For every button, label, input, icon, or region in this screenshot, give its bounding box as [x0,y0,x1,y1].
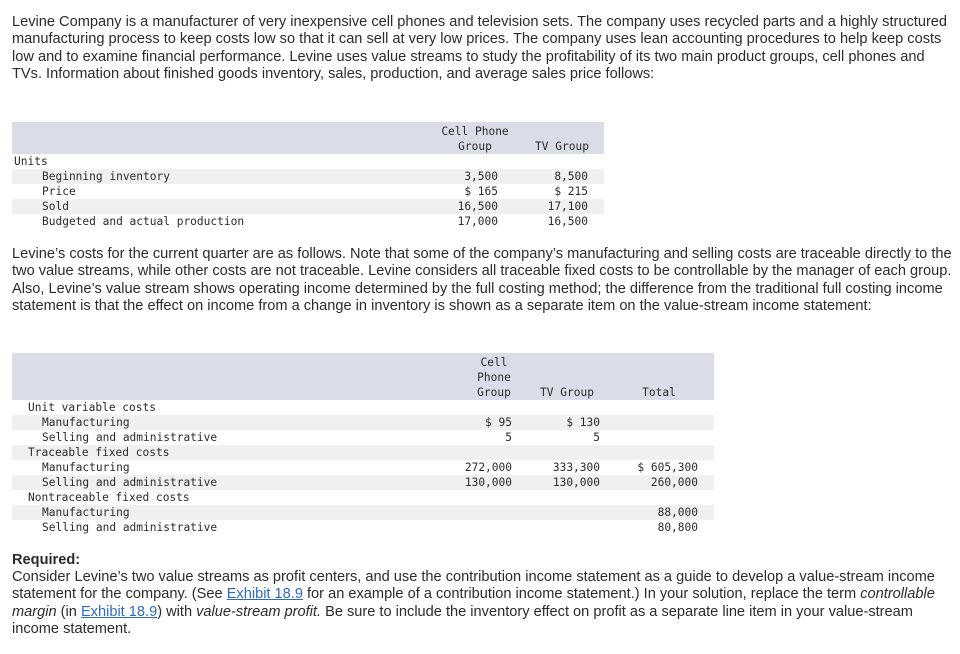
tv-value: 5 [593,431,600,444]
row-label: Manufacturing [42,461,130,474]
tv-value: $ 215 [554,185,588,198]
col-header-cell-phone-line2: Group [458,140,492,153]
cell-phone-value: 16,500 [457,200,498,213]
row-stripe [12,199,604,214]
cell-phone-value: 3,500 [464,170,498,183]
cell-phone-value: $ 165 [464,185,498,198]
section-label-units: Units [14,155,48,168]
tv-value: $ 130 [566,416,600,429]
total-value: $ 605,300 [637,461,698,474]
total-value: 80,800 [657,521,698,534]
total-value: 260,000 [650,476,698,489]
row-label: Manufacturing [42,416,130,429]
required-text-2: for an example of a contribution income statement.) In your solution, replace the term [302,586,861,603]
inventory-sales-table [12,122,604,234]
term-controllable-margin: controllable margin [12,586,935,620]
row-label: Sold [42,200,69,213]
costs-paragraph: Levine’s costs for the current quarter are as follows. Note that some of the company’s manufacturing and selling costs are traceable directly to the two value streams, while other costs are not traceable. Levine considers all traceable fixed costs to be controllable by the manager of each group. Also, Levine’s value stream shows operating income determined by the full costing method; the difference from the traditional full costing income statement is that the effect on income from a change in inventory is shown as a separate item on the value-stream income statement: [12,246,952,315]
cell-phone-value: $ 95 [485,416,512,429]
costs-table [12,353,714,538]
tv-value: 8,500 [554,170,588,183]
required-paragraph [12,569,952,639]
row-label: Beginning inventory [42,170,170,183]
required-text-5: Be sure to include the inventory effect on profit as a separate line item in your value-stream income statement. [12,603,913,638]
intro-paragraph: Levine Company is a manufacturer of very inexpensive cell phones and television sets. The company uses recycled parts and a highly structured manufacturing process to keep costs low so that it can sell at very low prices. The company uses lean accounting procedures to help keep costs low and to examine financial performance. Levine uses value streams to study the profitability of its two main product groups, cell phones and TVs. Information about finished goods inventory, sales, production, and average sales price follows: [12,14,948,83]
row-label: Price [42,185,76,198]
section-label-traceable-fixed-costs: Traceable fixed costs [28,446,170,459]
cell-phone-value: 17,000 [457,215,498,228]
required-text-4: ) with [157,603,197,620]
tv-value: 16,500 [547,215,588,228]
col-header-cell-line2: Phone [477,371,511,384]
row-label: Manufacturing [42,506,130,519]
cell-phone-value: 272,000 [464,461,512,474]
row-label: Selling and administrative [42,476,218,489]
col-header-total: Total [642,386,676,399]
row-label: Selling and administrative [42,521,218,534]
required-text-3: (in [56,603,81,620]
total-value: 88,000 [657,506,698,519]
row-label: Selling and administrative [42,431,218,444]
cell-phone-value: 130,000 [464,476,512,489]
term-value-stream-profit: value-stream profit. [196,603,322,620]
row-label: Budgeted and actual production [42,215,245,228]
table-header-band [12,353,714,400]
section-label-nontraceable-fixed-costs: Nontraceable fixed costs [28,491,190,504]
exhibit-link-1[interactable]: Exhibit 18.9 [226,586,303,603]
required-text-1: Consider Levine’s two value streams as profit centers, and use the contribution income statement as a guide to develop a value-stream income statement for the company. (See [12,569,935,603]
section-label-unit-variable-costs: Unit variable costs [28,401,156,414]
tv-value: 333,300 [552,461,600,474]
col-header-cell-phone-line1: Cell Phone [441,125,509,138]
tv-value: 17,100 [547,200,588,213]
col-header-tv-group: TV Group [540,386,594,399]
exhibit-link-2[interactable]: Exhibit 18.9 [80,603,158,620]
cell-phone-value: 5 [505,431,512,444]
tv-value: 130,000 [552,476,600,489]
col-header-tv-group: TV Group [535,140,589,153]
col-header-cell-line3: Group [477,386,511,399]
col-header-cell-line1: Cell [480,356,508,369]
required-heading: Required: [12,552,81,568]
